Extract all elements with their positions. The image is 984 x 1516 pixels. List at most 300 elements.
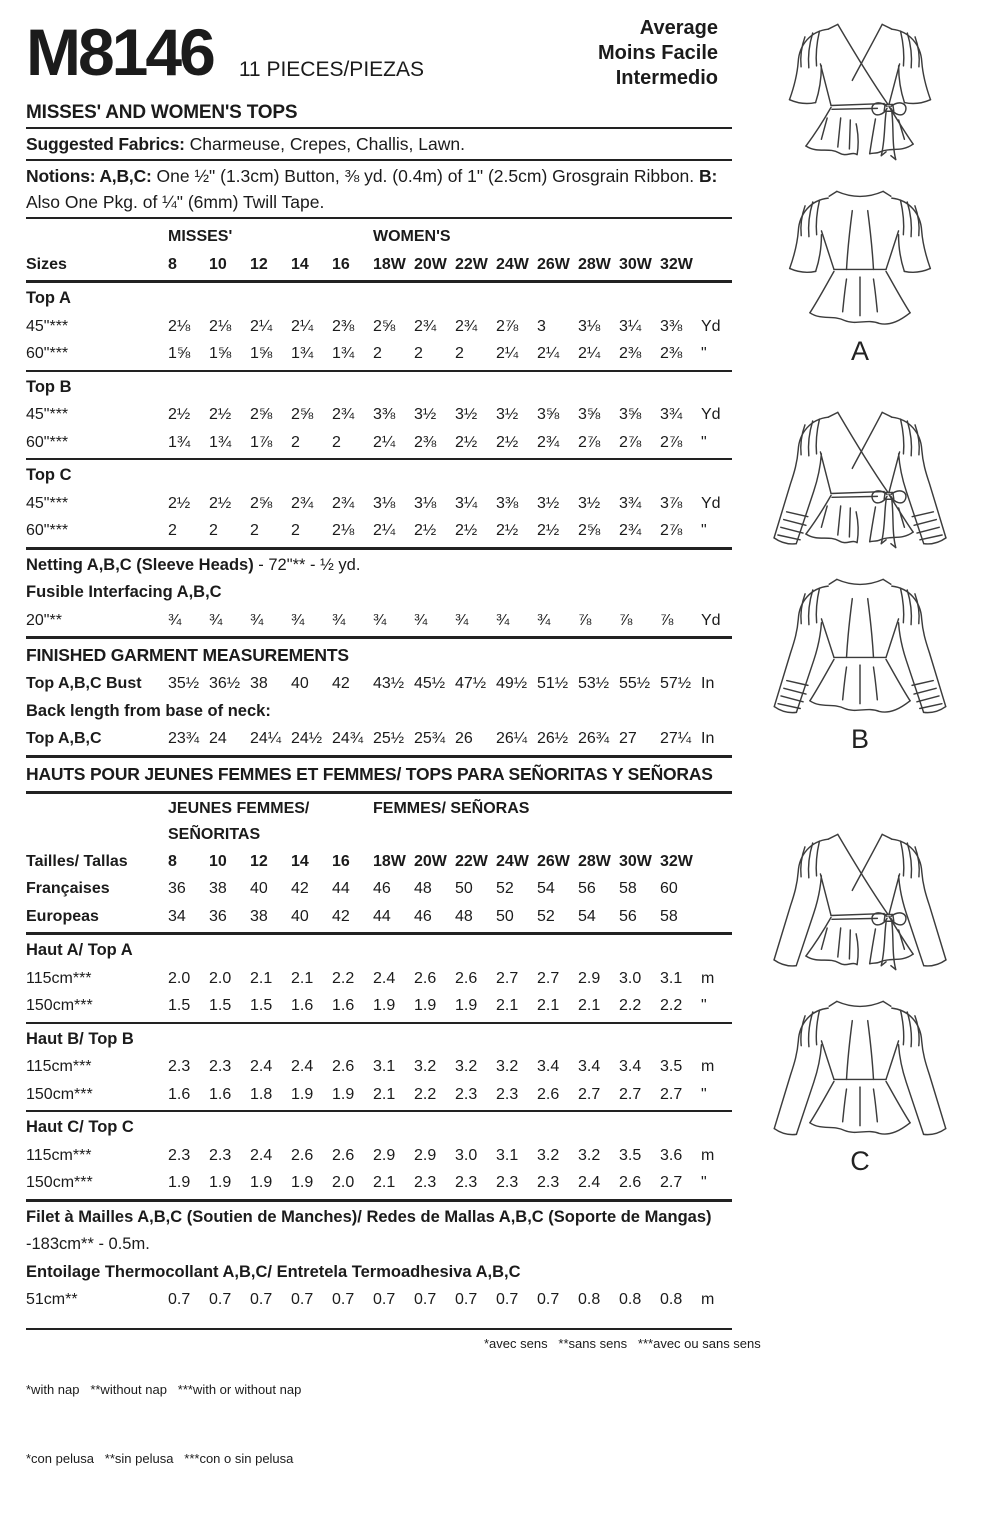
footnote-rule [26,1328,732,1330]
group-header-jeunes-line2: SEÑORITAS [168,825,261,843]
table-row [26,223,732,251]
value-cell: ¾ [455,611,469,629]
value-cell: 2½ [168,494,191,512]
value-cell: 0.7 [291,1291,314,1308]
value-cell: 2¼ [250,317,273,335]
value-cell: 1.9 [373,997,396,1014]
value-cell: 0.7 [250,1291,273,1308]
value-cell: 2.1 [250,969,273,987]
suggested-fabrics [26,131,732,157]
value-cell: 0.7 [496,1291,519,1308]
size-cell: 8 [168,852,177,870]
value-cell: 1.9 [332,1085,355,1103]
value-cell: 1.9 [291,1085,314,1103]
view-a-label: A [850,336,869,366]
group-header-femmes: FEMMES/ SEÑORAS [373,799,530,817]
value-cell: 38 [250,675,268,692]
row-label: 45"*** [26,494,69,512]
value-cell: 56 [578,880,596,897]
value-cell: 0.8 [660,1291,683,1308]
value-cell: 50 [455,880,473,897]
value-cell: 1.5 [209,997,232,1014]
value-cell: 3.5 [660,1058,683,1075]
value-cell: 3.1 [373,1058,396,1075]
size-cell: 16 [332,852,350,870]
table-row [26,1081,732,1109]
value-cell: 3½ [414,406,437,423]
value-cell: 2¼ [373,522,396,539]
value-cell: 2.6 [414,969,437,987]
unit-cell: Yd [701,611,721,629]
value-cell: ⅞ [619,611,633,629]
value-cell: 56 [619,907,637,925]
footnotes [26,1332,761,1516]
size-cell: 26W [537,852,570,870]
value-cell: 0.8 [578,1291,601,1308]
value-cell: 2.9 [414,1146,437,1164]
value-cell: 2.4 [291,1058,314,1075]
value-cell: 2.3 [537,1174,560,1191]
value-cell: 2⅜ [414,433,437,451]
value-cell: 3.4 [537,1058,560,1075]
view-section-label: Haut A/ Top A [26,941,133,959]
row-label: 115cm*** [26,1146,92,1164]
unit-cell [701,903,731,931]
value-cell: 57½ [660,675,692,692]
value-cell: ¾ [373,611,387,629]
value-cell: 2.7 [660,1174,683,1191]
footnote-en: *with nap **without nap ***with or without nap [26,1381,302,1397]
unit-cell [701,875,731,903]
value-cell: 2.7 [496,969,519,987]
value-cell: 52 [537,907,555,925]
value-cell: 2¾ [332,406,355,423]
size-cell: 14 [291,255,309,273]
value-cell: 46 [414,907,432,925]
value-cell: 2.3 [168,1058,191,1075]
value-cell: 3⅝ [537,406,560,423]
unit-cell: " [701,1174,707,1191]
sizes-label: Tailles/ Tallas [26,852,128,870]
group-header-womens: WOMEN'S [373,228,451,245]
top-a-front-illustration [744,6,976,175]
value-cell: 27¼ [660,730,692,747]
value-cell: ¾ [168,611,182,629]
value-cell: ¾ [250,611,264,629]
divider-rule [26,217,732,219]
value-cell: 3.2 [496,1058,519,1075]
value-cell: 3.1 [660,969,683,987]
value-cell: 0.7 [332,1291,355,1308]
value-cell: 1.9 [168,1174,191,1191]
value-cell: 2.1 [496,997,519,1014]
value-cell: 2½ [537,522,560,539]
value-cell: 1.5 [168,997,191,1014]
entoilage-label: Entoilage Thermocollant A,B,C/ Entretela Termoadhesiva A,B,C [26,1262,521,1281]
view-b-figure [744,394,976,760]
value-cell: 2¼ [373,433,396,451]
value-cell: 3½ [537,494,560,512]
notions-label: Notions: A,B,C: [26,166,152,186]
suggested-fabrics-label: Suggested Fabrics: [26,134,185,154]
table-row [26,796,732,848]
value-cell: 36½ [209,675,241,692]
value-cell: 25¾ [414,730,446,747]
divider-rule [26,370,732,372]
table-row [26,903,732,931]
value-cell: 2.7 [578,1085,601,1103]
size-cell: 20W [414,852,447,870]
value-cell: 44 [373,907,391,925]
value-cell: 2.4 [373,969,396,987]
value-cell: 2⅞ [660,433,683,451]
value-cell: 3⅜ [496,494,519,512]
value-cell: 3½ [455,406,478,423]
value-cell: 1¾ [168,433,191,451]
value-cell: 2 [455,345,464,362]
value-cell: 3.4 [578,1058,601,1075]
group-header-jeunes [168,796,373,848]
value-cell: 49½ [496,675,528,692]
unit-cell: In [701,730,715,747]
value-cell: 1.6 [291,997,314,1014]
unit-cell: In [701,675,715,692]
value-cell: 3⅜ [373,406,396,423]
view-section-label: Top A [26,289,71,307]
value-cell: 3⅛ [414,494,437,512]
value-cell: ¾ [209,611,223,629]
value-cell: 36 [209,907,227,925]
value-cell: 2⅛ [209,317,232,335]
unit-cell: " [701,345,707,362]
table-row [26,1169,732,1197]
size-cell: 22W [455,255,488,273]
value-cell: 2½ [414,522,437,539]
value-cell: 0.7 [455,1291,478,1308]
value-cell: 2.6 [455,969,478,987]
value-cell: 53½ [578,675,610,692]
value-cell: 2⅞ [619,433,642,451]
table-row [26,401,732,429]
value-cell: 1¾ [209,433,232,451]
footnote-es: *con pelusa **sin pelusa ***con o sin pelusa [26,1450,294,1466]
table-row [26,429,732,457]
value-cell: 3½ [496,406,519,423]
table-row [26,875,732,903]
value-cell: 2⅝ [250,494,273,512]
value-cell: 26¾ [578,730,610,747]
value-cell: 1.9 [455,997,478,1014]
size-cell: 14 [291,852,309,870]
value-cell: 43½ [373,675,405,692]
value-cell: 1.5 [250,997,273,1014]
value-cell: 3.2 [414,1058,437,1075]
value-cell: 2 [168,522,177,539]
value-cell: 2¾ [332,494,355,512]
difficulty-fr: Moins Facile [597,42,718,64]
row-label: 60"*** [26,522,69,539]
table-row [26,517,732,545]
value-cell: 34 [168,907,186,925]
size-cell: 30W [619,255,652,273]
value-cell: 3.4 [619,1058,642,1075]
unit-cell: " [701,1085,707,1103]
value-cell: 2½ [209,494,232,512]
value-cell: 42 [291,880,309,897]
value-cell: 24¼ [250,730,282,747]
value-cell: 2 [209,522,218,539]
difficulty-es: Intermedio [615,67,718,89]
group-spacer [26,223,168,251]
size-cell: 32W [660,255,693,273]
table-row [26,992,732,1020]
page-title: MISSES' AND WOMEN'S TOPS [26,102,298,123]
value-cell: 2¾ [537,433,560,451]
value-cell: 1¾ [291,345,314,362]
size-cell: 28W [578,255,611,273]
table-row [26,965,732,993]
value-cell: ¾ [496,611,510,629]
value-cell: 3.2 [537,1146,560,1164]
divider-rule [26,159,732,161]
value-cell: 3⅝ [578,406,601,423]
value-cell: 2¼ [578,345,601,362]
group-header-jeunes-line1: JEUNES FEMMES/ [168,799,310,817]
value-cell: 24¾ [332,730,364,747]
value-cell: 2.6 [619,1174,642,1191]
value-cell: 50 [496,907,514,925]
value-cell: 42 [332,907,350,925]
row-label: 115cm*** [26,1058,92,1075]
table-row [26,607,732,635]
value-cell: 2.4 [250,1058,273,1075]
value-cell: 0.7 [373,1291,396,1308]
netting-note [26,552,732,580]
top-b-front-illustration [744,394,976,563]
divider-rule [26,547,732,550]
value-cell: 1.9 [414,997,437,1014]
row-label: 20"** [26,611,62,629]
value-cell: 1.6 [209,1085,232,1103]
suggested-fabrics-value: Charmeuse, Crepes, Challis, Lawn. [189,134,465,154]
value-cell: ¾ [414,611,428,629]
size-cell: 20W [414,255,447,273]
value-cell: 2⅞ [578,433,601,451]
value-cell: 2.3 [496,1085,519,1103]
value-cell: 26½ [537,730,569,747]
value-cell: 2.4 [578,1174,601,1191]
value-cell: 2.9 [373,1146,396,1164]
value-cell: 2.2 [660,997,683,1014]
size-cell: 10 [209,255,227,273]
size-cell: 24W [496,852,529,870]
table-row [26,848,732,876]
view-b-label: B [850,724,869,754]
footnotes-left [26,1332,732,1516]
unit-cell: " [701,433,707,451]
value-cell: 48 [414,880,432,897]
yardage-tables [26,223,732,1314]
value-cell: 2¾ [455,317,478,335]
value-cell: 2 [250,522,259,539]
value-cell: 3.0 [455,1146,478,1164]
value-cell: 3 [537,317,546,335]
value-cell: 1.9 [250,1174,273,1191]
value-cell: 2.4 [250,1146,273,1164]
value-cell: 2.3 [455,1085,478,1103]
value-cell: 2.1 [578,997,601,1014]
value-cell: 3.6 [660,1146,683,1164]
row-label: 60"*** [26,345,69,362]
divider-rule [26,636,732,639]
value-cell: 2.7 [660,1085,683,1103]
value-cell: 2 [414,345,423,362]
value-cell: 3½ [578,494,601,512]
table-row [26,1142,732,1170]
value-cell: 2⅝ [291,406,314,423]
value-cell: 2 [291,433,300,451]
value-cell: 25½ [373,730,405,747]
value-cell: 1⅝ [209,345,232,362]
view-section-label: Haut C/ Top C [26,1118,134,1136]
table-row [26,340,732,368]
unit-cell: " [701,997,707,1014]
value-cell: 2¼ [496,345,519,362]
garment-views-column [742,6,978,1204]
value-cell: 2 [291,522,300,539]
top-c-front-illustration [744,816,976,985]
divider-rule [26,791,732,794]
table-row [26,313,732,341]
divider-rule [26,1110,732,1112]
value-cell: ¾ [537,611,551,629]
top-b-back-illustration [744,563,976,722]
back-length-label: Back length from base of neck: [26,701,271,720]
unit-cell [701,848,731,876]
footnote-fr: *avec sens **sans sens ***avec ou sans sens [484,1335,761,1351]
value-cell: 2 [373,345,382,362]
value-cell: 1⅝ [250,345,273,362]
value-cell: 2.0 [168,969,191,987]
view-c-label: C [850,1146,870,1176]
value-cell: 52 [496,880,514,897]
value-cell: 40 [291,907,309,925]
value-cell: 2.6 [332,1058,355,1075]
value-cell: 42 [332,675,350,692]
interfacing-label: Fusible Interfacing A,B,C [26,583,222,601]
value-cell: 1.6 [332,997,355,1014]
row-label: 150cm*** [26,997,93,1014]
netting-note-label: Netting A,B,C (Sleeve Heads) [26,555,254,574]
size-cell: 18W [373,255,406,273]
value-cell: 2.1 [291,969,314,987]
value-cell: 2.2 [414,1085,437,1103]
divider-rule [26,932,732,935]
row-label: Françaises [26,880,110,897]
value-cell: 2⅛ [168,317,191,335]
unit-cell: m [701,1291,715,1308]
value-cell: 3¾ [660,406,683,423]
value-cell: 2½ [496,522,519,539]
value-cell: 3.2 [455,1058,478,1075]
value-cell: ¾ [291,611,305,629]
divider-rule [26,1199,732,1202]
value-cell: 2.0 [332,1174,355,1191]
content-column [26,0,761,1516]
view-section-label: Top B [26,377,72,396]
unit-cell: Yd [701,406,721,423]
row-label: 45"*** [26,406,69,423]
value-cell: 2.3 [496,1174,519,1191]
value-cell: 3.0 [619,969,642,987]
value-cell: 0.7 [414,1291,437,1308]
notions [26,163,732,215]
table-row [26,251,732,279]
value-cell: 2.0 [209,969,232,987]
divider-rule [26,755,732,758]
value-cell: 0.7 [168,1291,191,1308]
value-cell: 2⅜ [619,345,642,362]
value-cell: 54 [537,880,555,897]
value-cell: ⅞ [660,611,674,629]
value-cell: 3⅛ [578,317,601,335]
value-cell: 3⅝ [619,406,642,423]
notions-b-value: Also One Pkg. of ¼" (6mm) Twill Tape. [26,192,325,212]
value-cell: 46 [373,880,391,897]
value-cell: ⅞ [578,611,592,629]
value-cell: 1⅝ [168,345,191,362]
value-cell: 3⅛ [373,494,396,512]
value-cell: 24½ [291,730,323,747]
value-cell: 3¾ [619,494,642,512]
value-cell: 2.3 [209,1146,232,1164]
value-cell: 2.2 [332,969,355,987]
value-cell: 2⅝ [373,317,396,335]
size-cell: 30W [619,852,652,870]
size-cell: 32W [660,852,693,870]
value-cell: 2½ [455,433,478,451]
value-cell: 0.8 [619,1291,642,1308]
value-cell: 48 [455,907,473,925]
value-cell: 47½ [455,675,487,692]
value-cell: 2.1 [373,1085,396,1103]
value-cell: 1⅞ [250,433,273,451]
size-cell: 22W [455,852,488,870]
value-cell: 3¼ [455,494,478,512]
finished-measurements-title: FINISHED GARMENT MEASUREMENTS [26,645,349,665]
row-label: 115cm*** [26,969,92,987]
top-a-back-illustration [744,175,976,334]
value-cell: 27 [619,730,637,747]
value-cell: 1.8 [250,1085,273,1103]
divider-rule [26,1022,732,1024]
value-cell: 2 [332,433,341,451]
value-cell: 0.7 [537,1291,560,1308]
value-cell: 2.1 [537,997,560,1014]
value-cell: 26 [455,730,473,747]
value-cell: 2⅜ [660,345,683,362]
row-label: 150cm*** [26,1085,93,1103]
divider-rule [26,458,732,460]
value-cell: 3.1 [496,1146,519,1164]
value-cell: 2⅞ [496,317,519,335]
value-cell: 2⅞ [660,522,683,539]
row-label: 51cm** [26,1291,78,1308]
unit-cell [701,251,731,279]
value-cell: 2.6 [332,1146,355,1164]
value-cell: 2.3 [455,1174,478,1191]
group-spacer [26,796,168,848]
